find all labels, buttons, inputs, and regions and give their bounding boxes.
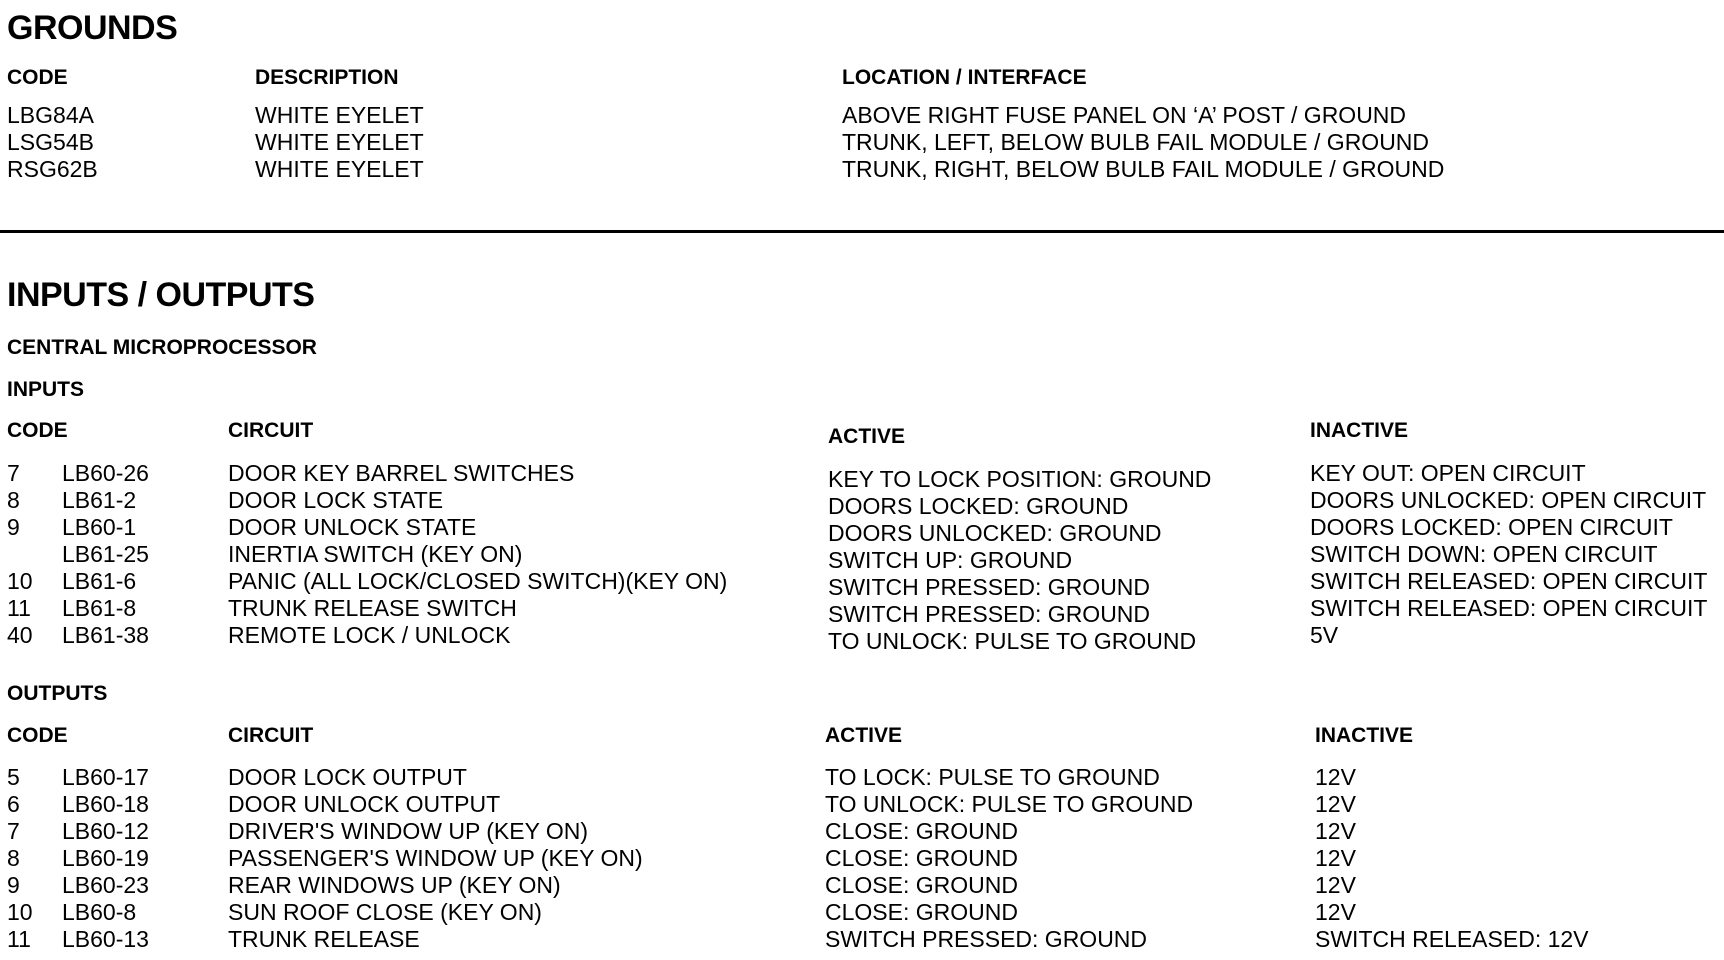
pin-number: 9 <box>7 514 20 540</box>
active-state: SWITCH PRESSED: GROUND <box>825 926 1148 952</box>
inputs-header-inactive: INACTIVE <box>1310 419 1409 442</box>
io-subtitle: CENTRAL MICROPROCESSOR <box>7 336 317 359</box>
ground-code: LSG54B <box>7 129 94 155</box>
io-title: INPUTS / OUTPUTS <box>7 276 315 314</box>
active-state: KEY TO LOCK POSITION: GROUND <box>828 466 1212 492</box>
inactive-state: 12V <box>1315 845 1356 871</box>
outputs-header-circuit: CIRCUIT <box>228 724 314 747</box>
grounds-header-location: LOCATION / INTERFACE <box>842 66 1087 89</box>
active-state: SWITCH PRESSED: GROUND <box>828 601 1151 627</box>
circuit-name: PANIC (ALL LOCK/CLOSED SWITCH)(KEY ON) <box>228 568 728 594</box>
circuit-name: PASSENGER'S WINDOW UP (KEY ON) <box>228 845 643 871</box>
pin-number: 11 <box>7 595 31 621</box>
inputs-header-active: ACTIVE <box>828 425 906 448</box>
circuit-name: INERTIA SWITCH (KEY ON) <box>228 541 523 567</box>
ground-code: LBG84A <box>7 102 94 128</box>
outputs-header-active: ACTIVE <box>825 724 903 747</box>
pin-number: 7 <box>7 818 20 844</box>
ground-description: WHITE EYELET <box>255 156 424 182</box>
outputs-title: OUTPUTS <box>7 682 108 705</box>
ground-location: TRUNK, LEFT, BELOW BULB FAIL MODULE / GROUND <box>842 129 1430 155</box>
grounds-header-code: CODE <box>7 66 68 89</box>
inputs-header-code: CODE <box>7 419 68 442</box>
ground-code: RSG62B <box>7 156 98 182</box>
connector-code: LB60-23 <box>62 872 149 898</box>
inactive-state: 12V <box>1315 899 1356 925</box>
pin-number: 7 <box>7 460 20 486</box>
active-state: CLOSE: GROUND <box>825 845 1018 871</box>
grounds-header-description: DESCRIPTION <box>255 66 399 89</box>
inactive-state: 12V <box>1315 872 1356 898</box>
circuit-name: TRUNK RELEASE SWITCH <box>228 595 517 621</box>
circuit-name: DOOR KEY BARREL SWITCHES <box>228 460 575 486</box>
inactive-state: SWITCH RELEASED: OPEN CIRCUIT <box>1310 568 1708 594</box>
circuit-name: DRIVER'S WINDOW UP (KEY ON) <box>228 818 589 844</box>
connector-code: LB61-25 <box>62 541 149 567</box>
circuit-name: DOOR UNLOCK OUTPUT <box>228 791 501 817</box>
inactive-state: DOORS LOCKED: OPEN CIRCUIT <box>1310 514 1673 540</box>
circuit-name: DOOR LOCK OUTPUT <box>228 764 467 790</box>
connector-code: LB61-6 <box>62 568 137 594</box>
active-state: SWITCH PRESSED: GROUND <box>828 574 1151 600</box>
pin-number: 8 <box>7 845 20 871</box>
connector-code: LB61-38 <box>62 622 149 648</box>
inputs-header-circuit: CIRCUIT <box>228 419 314 442</box>
ground-location: ABOVE RIGHT FUSE PANEL ON ‘A’ POST / GROUND <box>842 102 1407 128</box>
inactive-state: SWITCH RELEASED: 12V <box>1315 926 1589 952</box>
pin-number: 5 <box>7 764 20 790</box>
pin-number: 11 <box>7 926 31 952</box>
connector-code: LB61-8 <box>62 595 137 621</box>
pin-number: 9 <box>7 872 20 898</box>
pin-number: 6 <box>7 791 20 817</box>
circuit-name: DOOR UNLOCK STATE <box>228 514 477 540</box>
pin-number: 40 <box>7 622 33 648</box>
active-state: DOORS LOCKED: GROUND <box>828 493 1129 519</box>
ground-description: WHITE EYELET <box>255 129 424 155</box>
connector-code: LB60-8 <box>62 899 137 925</box>
circuit-name: SUN ROOF CLOSE (KEY ON) <box>228 899 542 925</box>
pin-number: 10 <box>7 899 33 925</box>
active-state: TO LOCK: PULSE TO GROUND <box>825 764 1160 790</box>
inputs-title: INPUTS <box>7 378 85 401</box>
connector-code: LB60-18 <box>62 791 149 817</box>
outputs-header-code: CODE <box>7 724 68 747</box>
inactive-state: 12V <box>1315 791 1356 817</box>
active-state: CLOSE: GROUND <box>825 899 1018 925</box>
active-state: SWITCH UP: GROUND <box>828 547 1073 573</box>
circuit-name: DOOR LOCK STATE <box>228 487 444 513</box>
ground-location: TRUNK, RIGHT, BELOW BULB FAIL MODULE / GROUND <box>842 156 1445 182</box>
inactive-state: SWITCH RELEASED: OPEN CIRCUIT <box>1310 595 1708 621</box>
connector-code: LB61-2 <box>62 487 137 513</box>
active-state: DOORS UNLOCKED: GROUND <box>828 520 1162 546</box>
connector-code: LB60-17 <box>62 764 149 790</box>
inactive-state: SWITCH DOWN: OPEN CIRCUIT <box>1310 541 1658 567</box>
circuit-name: REAR WINDOWS UP (KEY ON) <box>228 872 561 898</box>
inactive-state: DOORS UNLOCKED: OPEN CIRCUIT <box>1310 487 1707 513</box>
connector-code: LB60-12 <box>62 818 149 844</box>
grounds-title: GROUNDS <box>7 9 178 47</box>
outputs-header-inactive: INACTIVE <box>1315 724 1414 747</box>
pin-number: 10 <box>7 568 33 594</box>
pin-number: 8 <box>7 487 20 513</box>
active-state: TO UNLOCK: PULSE TO GROUND <box>825 791 1194 817</box>
circuit-name: REMOTE LOCK / UNLOCK <box>228 622 511 648</box>
active-state: TO UNLOCK: PULSE TO GROUND <box>828 628 1197 654</box>
connector-code: LB60-26 <box>62 460 149 486</box>
connector-code: LB60-19 <box>62 845 149 871</box>
ground-description: WHITE EYELET <box>255 102 424 128</box>
circuit-name: TRUNK RELEASE <box>228 926 420 952</box>
inactive-state: 12V <box>1315 818 1356 844</box>
connector-code: LB60-13 <box>62 926 149 952</box>
active-state: CLOSE: GROUND <box>825 872 1018 898</box>
connector-code: LB60-1 <box>62 514 137 540</box>
section-divider <box>0 230 1724 233</box>
inactive-state: 12V <box>1315 764 1356 790</box>
inactive-state: 5V <box>1310 622 1339 648</box>
active-state: CLOSE: GROUND <box>825 818 1018 844</box>
inactive-state: KEY OUT: OPEN CIRCUIT <box>1310 460 1586 486</box>
